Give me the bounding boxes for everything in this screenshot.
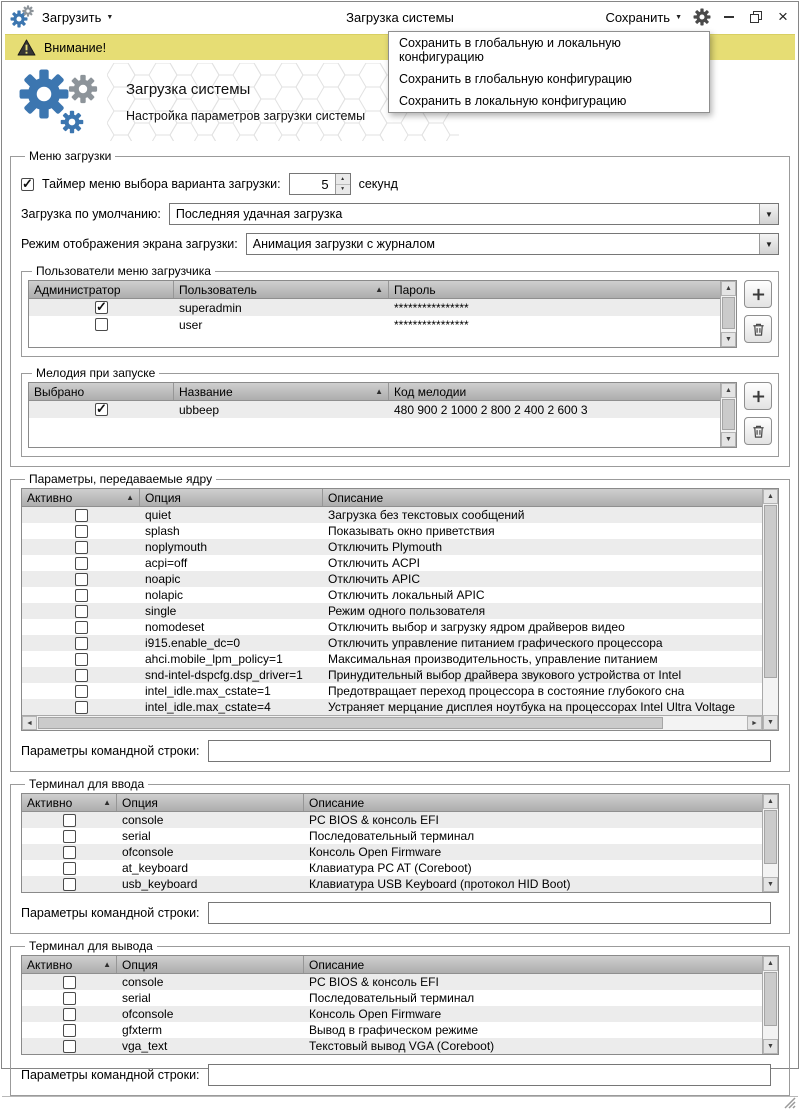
active-checkbox[interactable]: [75, 573, 88, 586]
save-dropdown-menu: [388, 31, 710, 113]
column-header-label: Опция: [122, 957, 158, 972]
add-user-button[interactable]: [744, 280, 772, 308]
vertical-scrollbar[interactable]: [762, 956, 778, 1054]
vertical-scrollbar[interactable]: [762, 794, 778, 892]
active-checkbox[interactable]: [75, 637, 88, 650]
sort-asc-icon: ▲: [126, 493, 134, 502]
column-header-admin[interactable]: [29, 281, 174, 298]
scroll-thumb[interactable]: [764, 972, 777, 1026]
scroll-up-icon[interactable]: ▲: [721, 281, 736, 296]
kernel-params-table: [21, 488, 779, 731]
active-checkbox[interactable]: [63, 814, 76, 827]
active-cell: [22, 976, 117, 989]
users-table: [28, 280, 737, 348]
active-checkbox[interactable]: [63, 1024, 76, 1037]
column-header-label: Пароль: [394, 282, 436, 297]
status-bar: [2, 1096, 798, 1116]
description-cell: Консоль Open Firmware: [309, 845, 442, 859]
spin-down-icon[interactable]: ▼: [336, 184, 350, 195]
description-cell: Отключить локальный APIC: [328, 588, 485, 602]
sort-asc-icon: ▲: [103, 798, 111, 807]
warning-text: Внимание!: [44, 40, 107, 55]
column-header-option[interactable]: [117, 956, 304, 973]
table-row[interactable]: [22, 619, 762, 635]
input-terminal-group: [10, 777, 790, 934]
active-cell: [22, 685, 140, 698]
name-cell: ubbeep: [179, 402, 220, 417]
description-cell: Последовательный терминал: [309, 829, 475, 843]
logo-gears-icon: [16, 64, 116, 140]
option-cell: ofconsole: [122, 845, 174, 859]
option-cell: console: [122, 975, 164, 989]
option-cell: ahci.mobile_lpm_policy=1: [145, 652, 283, 666]
column-header-description[interactable]: [323, 489, 762, 506]
table-row[interactable]: [22, 990, 762, 1006]
kernel-params-group: [10, 472, 790, 772]
column-header-description[interactable]: [304, 794, 762, 811]
admin-checkbox[interactable]: [95, 301, 108, 314]
column-header-user[interactable]: [174, 281, 389, 298]
description-cell: Консоль Open Firmware: [309, 1007, 442, 1021]
minimize-icon[interactable]: [722, 10, 736, 24]
description-cell: Режим одного пользователя: [328, 604, 486, 618]
users-legend: Пользователи меню загрузчика: [36, 264, 211, 278]
timer-unit-label: секунд: [358, 177, 398, 191]
save-menu-button[interactable]: [605, 10, 682, 25]
page-subtitle: Настройка параметров загрузки системы: [126, 109, 366, 123]
admin-cell: [29, 301, 174, 314]
cmdline-label: Параметры командной строки:: [21, 1068, 200, 1082]
vertical-scrollbar[interactable]: [720, 383, 736, 447]
description-cell: Отключить управление питанием графического процессора: [328, 636, 663, 650]
kernel-params-legend: Параметры, передаваемые ядру: [29, 472, 213, 486]
active-cell: [22, 509, 140, 522]
scroll-down-icon[interactable]: ▼: [763, 1039, 778, 1054]
option-cell: vga_text: [122, 1039, 168, 1053]
column-header-label: Код мелодии: [394, 384, 467, 399]
active-checkbox[interactable]: [75, 509, 88, 522]
settings-gear-icon[interactable]: [695, 10, 709, 24]
output-terminal-group: [10, 939, 790, 1096]
description-cell: Вывод в графическом режиме: [309, 1023, 479, 1037]
column-header-label: Описание: [309, 957, 365, 972]
restore-icon[interactable]: [749, 10, 763, 24]
users-group: [21, 264, 779, 357]
active-checkbox[interactable]: [75, 525, 88, 538]
timer-label: Таймер меню выбора варианта загрузки:: [42, 177, 281, 191]
window-title: Загрузка системы: [346, 9, 454, 25]
scroll-track[interactable]: [37, 717, 747, 729]
option-cell: noplymouth: [145, 540, 208, 554]
option-cell: quiet: [145, 508, 172, 522]
vertical-scrollbar[interactable]: [720, 281, 736, 347]
chevron-down-icon: ▼: [106, 13, 114, 21]
active-cell: [22, 653, 140, 666]
scroll-thumb[interactable]: [722, 399, 735, 430]
table-row[interactable]: [22, 683, 762, 699]
scroll-track[interactable]: [722, 398, 735, 432]
scroll-up-icon[interactable]: ▲: [763, 489, 778, 504]
title-bar: [2, 2, 798, 32]
scroll-down-icon[interactable]: ▼: [763, 715, 778, 730]
active-cell: [22, 1024, 117, 1037]
table-row[interactable]: [22, 539, 762, 555]
active-checkbox[interactable]: [63, 862, 76, 875]
table-row[interactable]: [22, 587, 762, 603]
scroll-up-icon[interactable]: ▲: [763, 956, 778, 971]
table-row[interactable]: [22, 974, 762, 990]
option-cell: gfxterm: [122, 1023, 163, 1037]
table-row[interactable]: [22, 1038, 762, 1054]
active-cell: [22, 669, 140, 682]
resize-grip-icon[interactable]: [782, 1095, 796, 1114]
column-header-option[interactable]: [140, 489, 323, 506]
vertical-scrollbar[interactable]: [762, 489, 778, 730]
sort-asc-icon: ▲: [103, 960, 111, 969]
selected-checkbox[interactable]: [95, 403, 108, 416]
delete-melody-button[interactable]: [744, 417, 772, 445]
table-row[interactable]: [22, 523, 762, 539]
cmdline-label: Параметры командной строки:: [21, 744, 200, 758]
active-cell: [22, 605, 140, 618]
menu-item-save-local[interactable]: Сохранить в локальную конфигурацию: [399, 94, 627, 108]
load-menu-button[interactable]: [42, 10, 113, 25]
active-checkbox[interactable]: [63, 992, 76, 1005]
sort-asc-icon: ▲: [375, 387, 383, 396]
table-row[interactable]: [22, 571, 762, 587]
active-cell: [22, 814, 117, 827]
column-header-active[interactable]: [22, 489, 140, 506]
option-cell: snd-intel-dspcfg.dsp_driver=1: [145, 668, 303, 682]
menu-item-save-global-local[interactable]: Сохранить в глобальную и локальную конфигурацию: [399, 36, 621, 64]
active-checkbox[interactable]: [75, 605, 88, 618]
table-row[interactable]: [22, 667, 762, 683]
description-cell: PC BIOS & консоль EFI: [309, 813, 439, 827]
admin-checkbox[interactable]: [95, 318, 108, 331]
option-cell: console: [122, 813, 164, 827]
table-row[interactable]: [22, 860, 762, 876]
option-cell: at_keyboard: [122, 861, 189, 875]
table-row[interactable]: [22, 651, 762, 667]
active-cell: [22, 621, 140, 634]
active-checkbox[interactable]: [75, 621, 88, 634]
description-cell: PC BIOS & консоль EFI: [309, 975, 439, 989]
plus-icon: [751, 389, 766, 404]
trash-icon: [751, 424, 766, 439]
column-header-password[interactable]: [389, 281, 720, 298]
table-row[interactable]: [22, 1006, 762, 1022]
active-cell: [22, 589, 140, 602]
description-cell: Устраняет мерцание дисплея ноутбука на процессорах Intel Ultra Voltage: [328, 700, 735, 714]
active-checkbox[interactable]: [63, 1008, 76, 1021]
active-checkbox[interactable]: [75, 669, 88, 682]
input-terminal-cmdline-input[interactable]: [208, 902, 771, 924]
spin-up-icon[interactable]: ▲: [336, 174, 350, 184]
active-checkbox[interactable]: [75, 701, 88, 714]
boot-menu-legend: Меню загрузки: [29, 149, 112, 163]
description-cell: Отключить Plymouth: [328, 540, 443, 554]
input-terminal-legend: Терминал для ввода: [29, 777, 145, 791]
scroll-track[interactable]: [722, 296, 735, 332]
active-cell: [22, 525, 140, 538]
option-cell: usb_keyboard: [122, 877, 198, 891]
active-checkbox[interactable]: [75, 541, 88, 554]
description-cell: Клавиатура USB Keyboard (протокол HID Boot): [309, 877, 571, 891]
column-header-active[interactable]: [22, 794, 117, 811]
option-cell: nomodeset: [145, 620, 205, 634]
scroll-track[interactable]: [764, 504, 777, 715]
trash-icon: [751, 322, 766, 337]
scroll-down-icon[interactable]: ▼: [763, 877, 778, 892]
scroll-right-icon[interactable]: ►: [747, 716, 762, 730]
scroll-down-icon[interactable]: ▼: [721, 332, 736, 347]
app-gears-icon: [10, 5, 34, 29]
column-header-selected[interactable]: [29, 383, 174, 400]
output-terminal-cmdline-input[interactable]: [208, 1064, 771, 1086]
scroll-thumb[interactable]: [722, 297, 735, 329]
active-cell: [22, 992, 117, 1005]
table-row[interactable]: [29, 299, 720, 316]
selected-cell: [29, 403, 174, 416]
app-window: [1, 1, 799, 1082]
column-header-active[interactable]: [22, 956, 117, 973]
option-cell: serial: [122, 991, 151, 1005]
active-checkbox[interactable]: [75, 589, 88, 602]
option-cell: nolapic: [145, 588, 184, 602]
user-cell: superadmin: [179, 300, 242, 315]
password-cell: ****************: [394, 300, 469, 315]
option-cell: serial: [122, 829, 151, 843]
description-cell: Предотвращает переход процессора в состояние глубокого сна: [328, 684, 685, 698]
active-cell: [22, 1040, 117, 1053]
active-cell: [22, 701, 140, 714]
active-cell: [22, 541, 140, 554]
timer-spinner[interactable]: [289, 173, 351, 195]
active-checkbox[interactable]: [63, 976, 76, 989]
password-cell: ****************: [394, 317, 469, 332]
display-mode-select[interactable]: [246, 233, 779, 255]
column-header-label: Выбрано: [34, 384, 85, 399]
warning-icon: [17, 39, 36, 56]
option-cell: single: [145, 604, 177, 618]
load-menu-label: Загрузить: [42, 9, 102, 25]
scroll-thumb[interactable]: [38, 717, 663, 729]
column-header-label: Администратор: [34, 282, 121, 297]
description-cell: Текстовый вывод VGA (Coreboot): [309, 1039, 495, 1053]
scroll-up-icon[interactable]: ▲: [763, 794, 778, 809]
combo-arrow-icon[interactable]: ▼: [759, 234, 778, 254]
scroll-thumb[interactable]: [764, 505, 777, 678]
column-header-label: Активно: [27, 795, 73, 810]
description-cell: Отключить APIC: [328, 572, 420, 586]
add-melody-button[interactable]: [744, 382, 772, 410]
active-cell: [22, 1008, 117, 1021]
plus-icon: [751, 287, 766, 302]
active-cell: [22, 862, 117, 875]
sort-asc-icon: ▲: [375, 285, 383, 294]
active-cell: [22, 878, 117, 891]
column-header-option[interactable]: [117, 794, 304, 811]
display-mode-label: Режим отображения экрана загрузки:: [21, 237, 238, 251]
active-cell: [22, 557, 140, 570]
scroll-track[interactable]: [764, 971, 777, 1039]
table-row[interactable]: [29, 401, 720, 418]
column-header-code[interactable]: [389, 383, 720, 400]
combo-arrow-icon[interactable]: ▼: [759, 204, 778, 224]
column-header-label: Активно: [27, 490, 73, 505]
description-cell: Принудительный выбор драйвера звукового устройства от Intel: [328, 668, 682, 682]
description-cell: Последовательный терминал: [309, 991, 475, 1005]
column-header-label: Описание: [328, 490, 384, 505]
timer-checkbox[interactable]: [21, 178, 34, 191]
option-cell: ofconsole: [122, 1007, 174, 1021]
scroll-thumb[interactable]: [764, 810, 777, 864]
active-cell: [22, 846, 117, 859]
description-cell: Отключить ACPI: [328, 556, 420, 570]
column-header-label: Опция: [145, 490, 181, 505]
table-row[interactable]: [22, 635, 762, 651]
display-mode-value: Анимация загрузки с журналом: [252, 237, 436, 251]
melody-group: [21, 366, 779, 457]
page-title: Загрузка системы: [126, 81, 251, 98]
column-header-label: Пользователь: [179, 282, 257, 297]
active-checkbox[interactable]: [63, 1040, 76, 1053]
description-cell: Отключить выбор и загрузку ядром драйверов видео: [328, 620, 625, 634]
column-header-label: Название: [179, 384, 233, 399]
default-boot-label: Загрузка по умолчанию:: [21, 207, 161, 221]
description-cell: Показывать окно приветствия: [328, 524, 495, 538]
close-icon[interactable]: ×: [778, 7, 788, 26]
timer-value[interactable]: 5: [321, 177, 329, 192]
table-row[interactable]: [22, 844, 762, 860]
option-cell: intel_idle.max_cstate=4: [145, 700, 271, 714]
code-cell: 480 900 2 1000 2 800 2 400 2 600 3: [394, 402, 588, 417]
table-row[interactable]: [22, 555, 762, 571]
option-cell: acpi=off: [145, 556, 188, 570]
scroll-track[interactable]: [764, 809, 777, 877]
save-menu-label: Сохранить: [605, 9, 671, 25]
user-cell: user: [179, 317, 203, 332]
active-checkbox[interactable]: [63, 878, 76, 891]
scroll-down-icon[interactable]: ▼: [721, 432, 736, 447]
kernel-cmdline-input[interactable]: [208, 740, 771, 762]
output-terminal-table: [21, 955, 779, 1055]
active-checkbox[interactable]: [63, 830, 76, 843]
boot-menu-group: [10, 149, 790, 467]
output-terminal-legend: Терминал для вывода: [29, 939, 153, 953]
option-cell: splash: [145, 524, 180, 538]
default-boot-value: Последняя удачная загрузка: [175, 207, 343, 221]
table-row[interactable]: [22, 699, 762, 715]
description-cell: Максимальная производительность, управление питанием: [328, 652, 658, 666]
scroll-left-icon[interactable]: ◄: [22, 716, 37, 730]
active-cell: [22, 830, 117, 843]
column-header-description[interactable]: [304, 956, 762, 973]
melody-table: [28, 382, 737, 448]
melody-legend: Мелодия при запуске: [36, 366, 156, 380]
active-checkbox[interactable]: [63, 846, 76, 859]
scroll-up-icon[interactable]: ▲: [721, 383, 736, 398]
horizontal-scrollbar[interactable]: [22, 715, 762, 730]
column-header-label: Опция: [122, 795, 158, 810]
description-cell: Клавиатура PC AT (Coreboot): [309, 861, 472, 875]
table-row[interactable]: [22, 1022, 762, 1038]
active-cell: [22, 637, 140, 650]
column-header-label: Активно: [27, 957, 73, 972]
active-checkbox[interactable]: [75, 685, 88, 698]
delete-user-button[interactable]: [744, 315, 772, 343]
menu-item-save-global[interactable]: Сохранить в глобальную конфигурацию: [399, 72, 632, 86]
chevron-down-icon: ▼: [675, 13, 682, 21]
cmdline-label: Параметры командной строки:: [21, 906, 200, 920]
active-checkbox[interactable]: [75, 557, 88, 570]
active-checkbox[interactable]: [75, 653, 88, 666]
option-cell: intel_idle.max_cstate=1: [145, 684, 271, 698]
default-boot-select[interactable]: [169, 203, 779, 225]
table-row[interactable]: [22, 812, 762, 828]
column-header-label: Описание: [309, 795, 365, 810]
table-row[interactable]: [22, 507, 762, 523]
table-row[interactable]: [22, 828, 762, 844]
active-cell: [22, 573, 140, 586]
description-cell: Загрузка без текстовых сообщений: [328, 508, 525, 522]
input-terminal-table: [21, 793, 779, 893]
table-row[interactable]: [29, 316, 720, 333]
table-row[interactable]: [22, 876, 762, 892]
option-cell: i915.enable_dc=0: [145, 636, 241, 650]
column-header-name[interactable]: [174, 383, 389, 400]
option-cell: noapic: [145, 572, 181, 586]
admin-cell: [29, 318, 174, 331]
table-row[interactable]: [22, 603, 762, 619]
